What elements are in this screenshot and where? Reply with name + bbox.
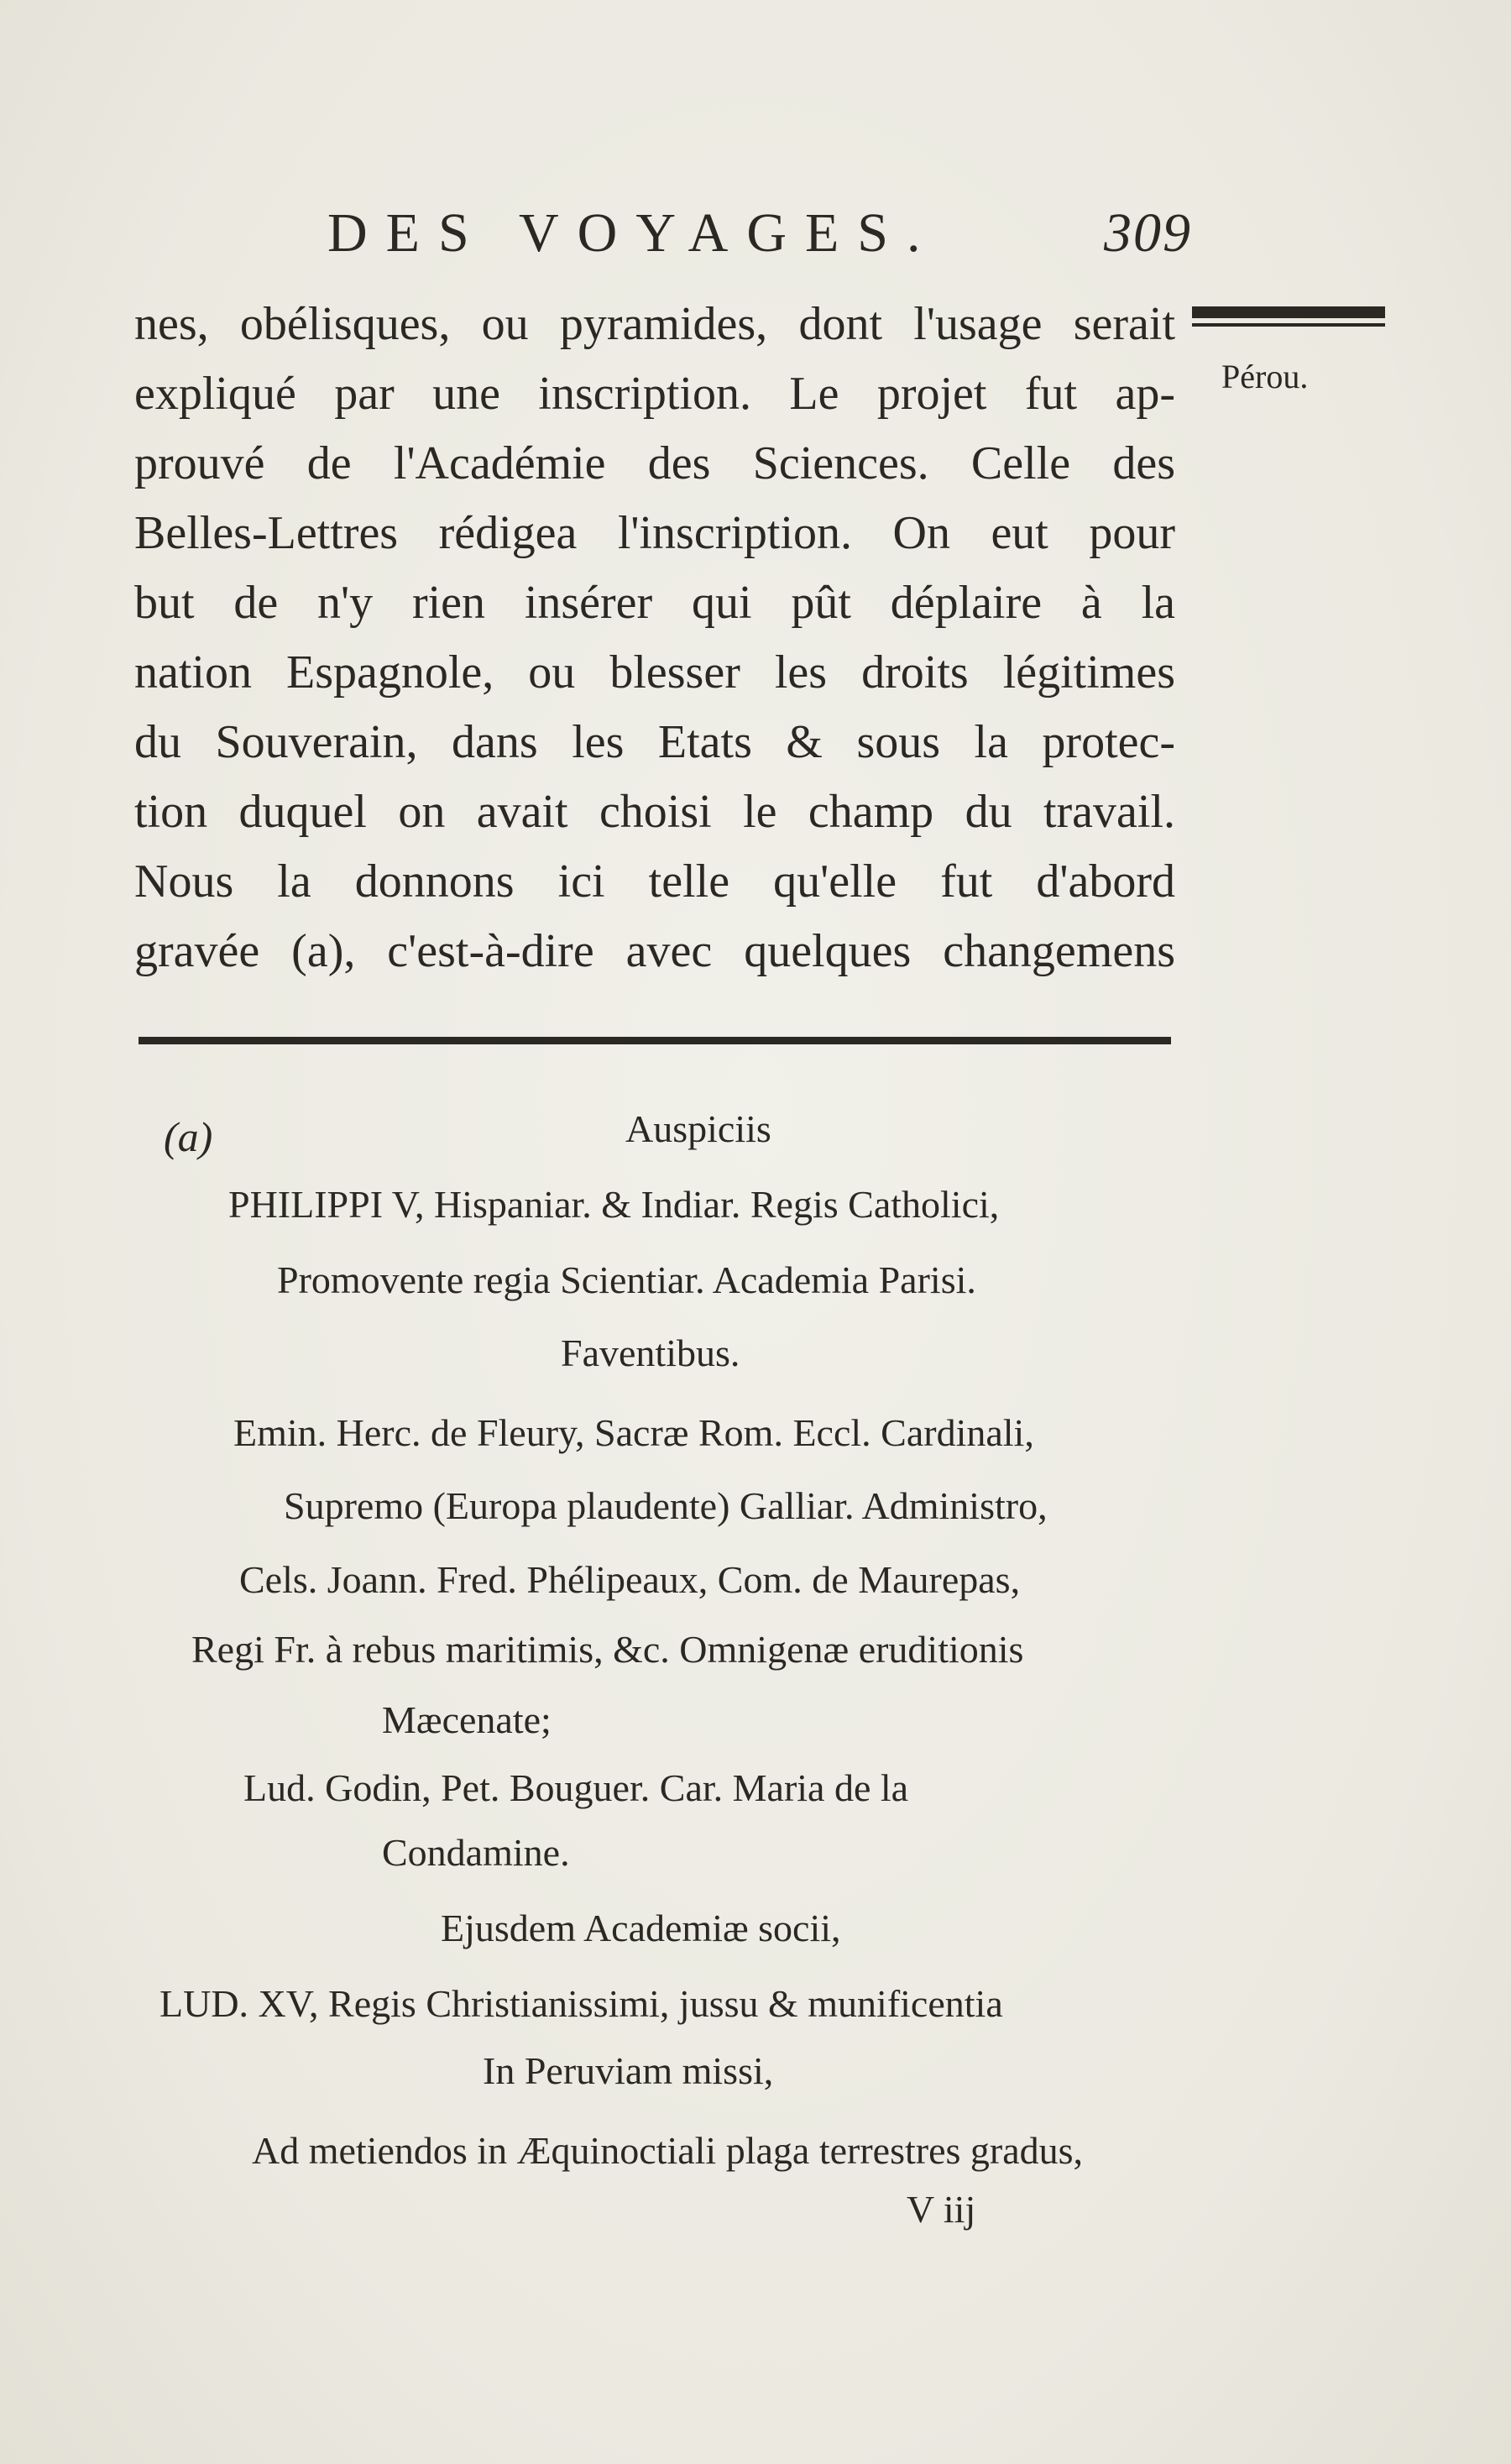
- body-paragraph: [134, 290, 1175, 986]
- footnote-line: Ejusdem Academiæ socii,: [441, 1907, 841, 1949]
- text-line: nes, obélisques, ou pyramides, dont l'usage serait: [134, 298, 1175, 350]
- running-header: [327, 201, 1192, 269]
- footnote-line: In Peruviam missi,: [483, 2049, 774, 2092]
- text-line: expliqué par une inscription. Le projet fut ap-: [134, 368, 1175, 420]
- text-line: gravée (a), c'est-à-dire avec quelques changemens: [134, 925, 1175, 977]
- footnote-line: Auspiciis: [625, 1107, 771, 1150]
- footnote-rule: [139, 1037, 1171, 1044]
- footnote-line: Supremo (Europa plaudente) Galliar. Administro,: [284, 1484, 1048, 1527]
- text-line: prouvé de l'Académie des Sciences. Celle des: [134, 437, 1175, 489]
- text-line: but de n'y rien insérer qui pût déplaire à la: [134, 577, 1175, 629]
- footnote-line: Lud. Godin, Pet. Bouguer. Car. Maria de la: [243, 1766, 909, 1809]
- running-title: DES VOYAGES.: [327, 202, 939, 264]
- footnote-line: Mæcenate;: [382, 1698, 552, 1741]
- text-line: Nous la donnons ici telle qu'elle fut d'abord: [134, 855, 1175, 908]
- text-line: tion duquel on avait choisi le champ du travail.: [134, 786, 1175, 838]
- text-line: du Souverain, dans les Etats & sous la protec-: [134, 716, 1175, 768]
- footnote-mark: (a): [164, 1113, 213, 1160]
- footnote-line: Faventibus.: [561, 1331, 740, 1374]
- margin-note: Pérou.: [1221, 358, 1309, 395]
- footnote-line: PHILIPPI V, Hispaniar. & Indiar. Regis Catholici,: [228, 1183, 1000, 1226]
- footnote-line: LUD. XV, Regis Christianissimi, jussu & munificentia: [159, 1982, 1003, 2025]
- footnote-line: Emin. Herc. de Fleury, Sacræ Rom. Eccl. Cardinali,: [233, 1411, 1034, 1454]
- margin-rule: [1192, 306, 1385, 318]
- footnote-line: Promovente regia Scientiar. Academia Parisi.: [277, 1258, 976, 1301]
- footnote-line: Regi Fr. à rebus maritimis, &c. Omnigenæ eruditionis: [191, 1628, 1024, 1671]
- signature-mark: V iij: [907, 2188, 976, 2231]
- text-line: Belles-Lettres rédigea l'inscription. On eut pour: [134, 507, 1175, 559]
- footnote-line: Ad metiendos in Æquinoctiali plaga terrestres gradus,: [252, 2129, 1084, 2172]
- footnote-line: Cels. Joann. Fred. Phélipeaux, Com. de Maurepas,: [239, 1558, 1021, 1601]
- text-line: nation Espagnole, ou blesser les droits légitimes: [134, 646, 1175, 698]
- page-number: 309: [1104, 202, 1192, 264]
- footnote-line: Condamine.: [382, 1831, 570, 1874]
